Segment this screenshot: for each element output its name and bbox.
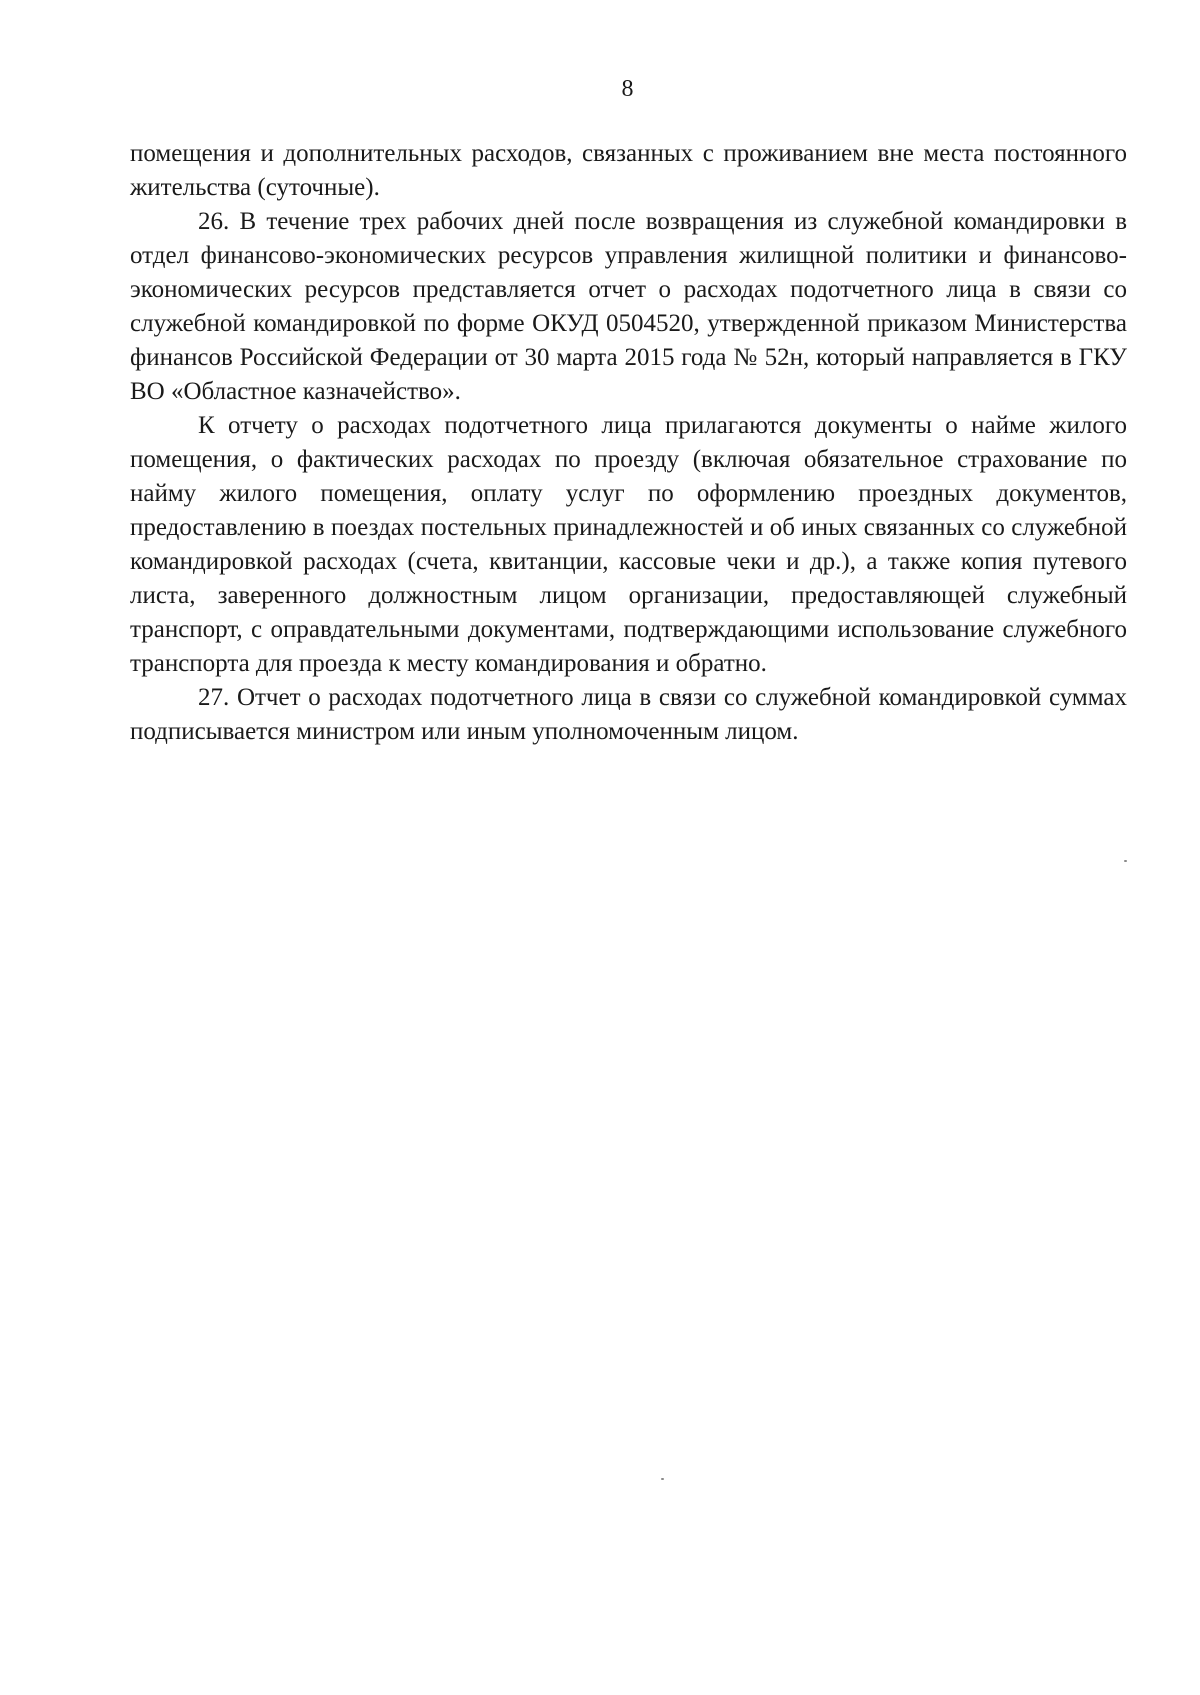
scan-speck <box>1124 860 1127 862</box>
paragraph-item-26: 26. В течение трех рабочих дней после возвращения из служебной командировки в отдел финансово-экономических ресурсов управления жилищной политики и финансово-экономических ресурсов представляется отчет о расходах подотчетного лица в связи со служебной командировкой по форме ОКУД 0504520, утвержденной приказом Министерства финансов Российской Федерации от 30 марта 2015 года № 52н, который направляется в ГКУ ВО «Областное казначейство». <box>130 208 1127 405</box>
paragraph-continuation: помещения и дополнительных расходов, связанных с проживанием вне места постоянного жительства (суточные). <box>130 140 1127 201</box>
scan-speck <box>661 1478 664 1480</box>
paragraph-item-27: 27. Отчет о расходах подотчетного лица в связи со служебной командировкой суммах подписывается министром или иным уполномоченным лицом. <box>130 684 1127 745</box>
page-number: 8 <box>621 76 634 102</box>
paragraph-attachments: К отчету о расходах подотчетного лица прилагаются документы о найме жилого помещения, о фактических расходах по проезду (включая обязательное страхование по найму жилого помещения, оплату услуг по оформлению проездных документов, предоставлению в поездах постельных принадлежностей и об иных связанных со служебной командировкой расходах (счета, квитанции, кассовые чеки и др.), а также копия путевого листа, заверенного должностным лицом организации, предоставляющей служебный транспорт, с оправдательными документами, подтверждающими использование служебного транспорта для проезда к месту командирования и обратно. <box>130 412 1127 677</box>
document-body <box>130 137 1127 749</box>
